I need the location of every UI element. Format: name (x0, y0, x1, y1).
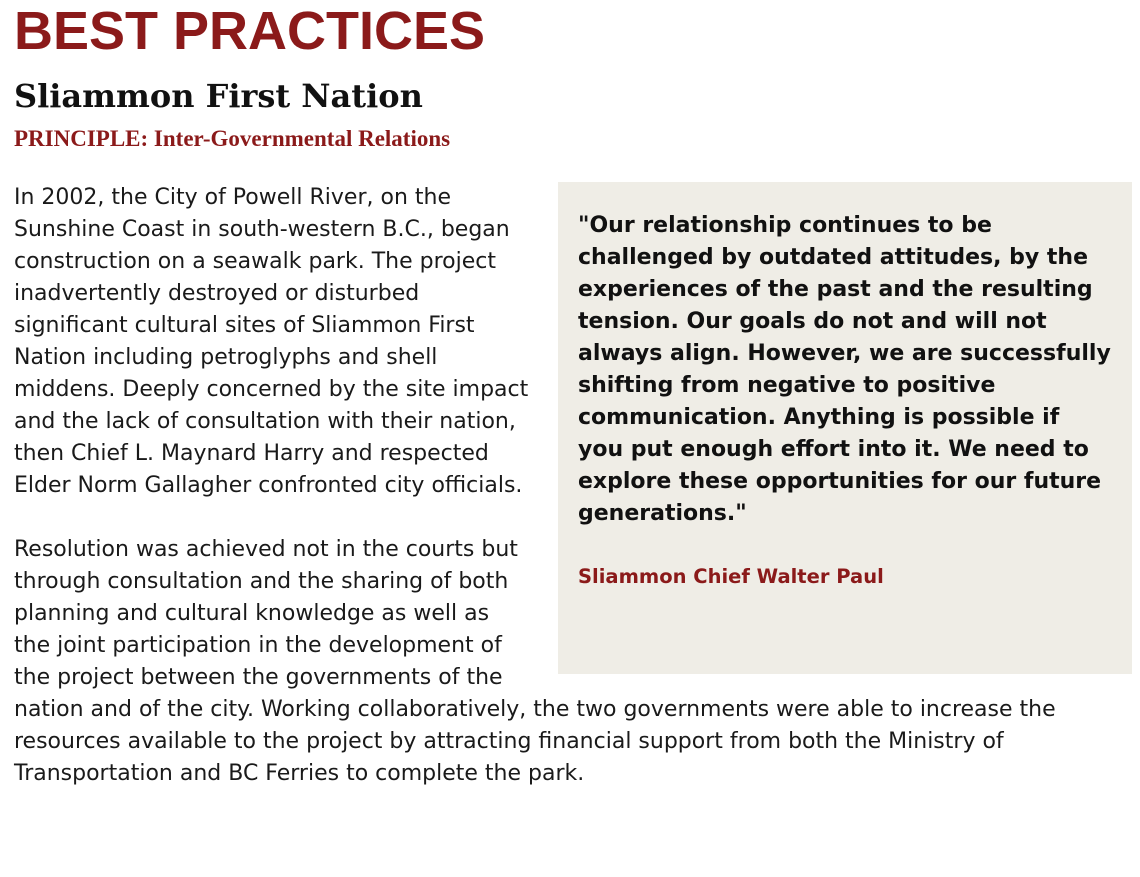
page-title: BEST PRACTICES (14, 1, 486, 61)
principle-heading: PRINCIPLE: Inter-Governmental Relations (14, 126, 451, 151)
pull-quote-box (558, 182, 1132, 674)
pull-quote-attribution: Sliammon Chief Walter Paul (578, 565, 884, 588)
pull-quote-text: "Our relationship continues to be challenged by outdated attitudes, by the experiences of the past and the resulting tension. Our goals do not and will not always align. However, we are successfully shifting from negative to positive communication. Anything is possible if you put enough effort into it. We need to explore these opportunities for our future generations." (578, 213, 1111, 526)
organization-name: Sliammon First Nation (14, 77, 423, 115)
body-paragraph-1: In 2002, the City of Powell River, on the Sunshine Coast in south-western B.C., began construction on a seawalk park. The project inadvertently destroyed or disturbed significant cultural sites of Sliammon First Nation including petroglyphs and shell middens. Deeply concerned by the site impact and the lack of consultation with their nation, then Chief L. Maynard Harry and respected Elder Norm Gallagher confronted city officials. (14, 185, 529, 498)
body-paragraph-2: Resolution was achieved not in the courts but through consultation and the sharing of both planning and cultural knowledge as well as the joint participation in the development of the project between the governments of the nation and of the city. Working collaboratively, the two governments were able to increase the resources available to the project by attracting financial support from both the Ministry of Transportation and BC Ferries to complete the park. (14, 537, 1056, 786)
article-body (14, 182, 1124, 790)
